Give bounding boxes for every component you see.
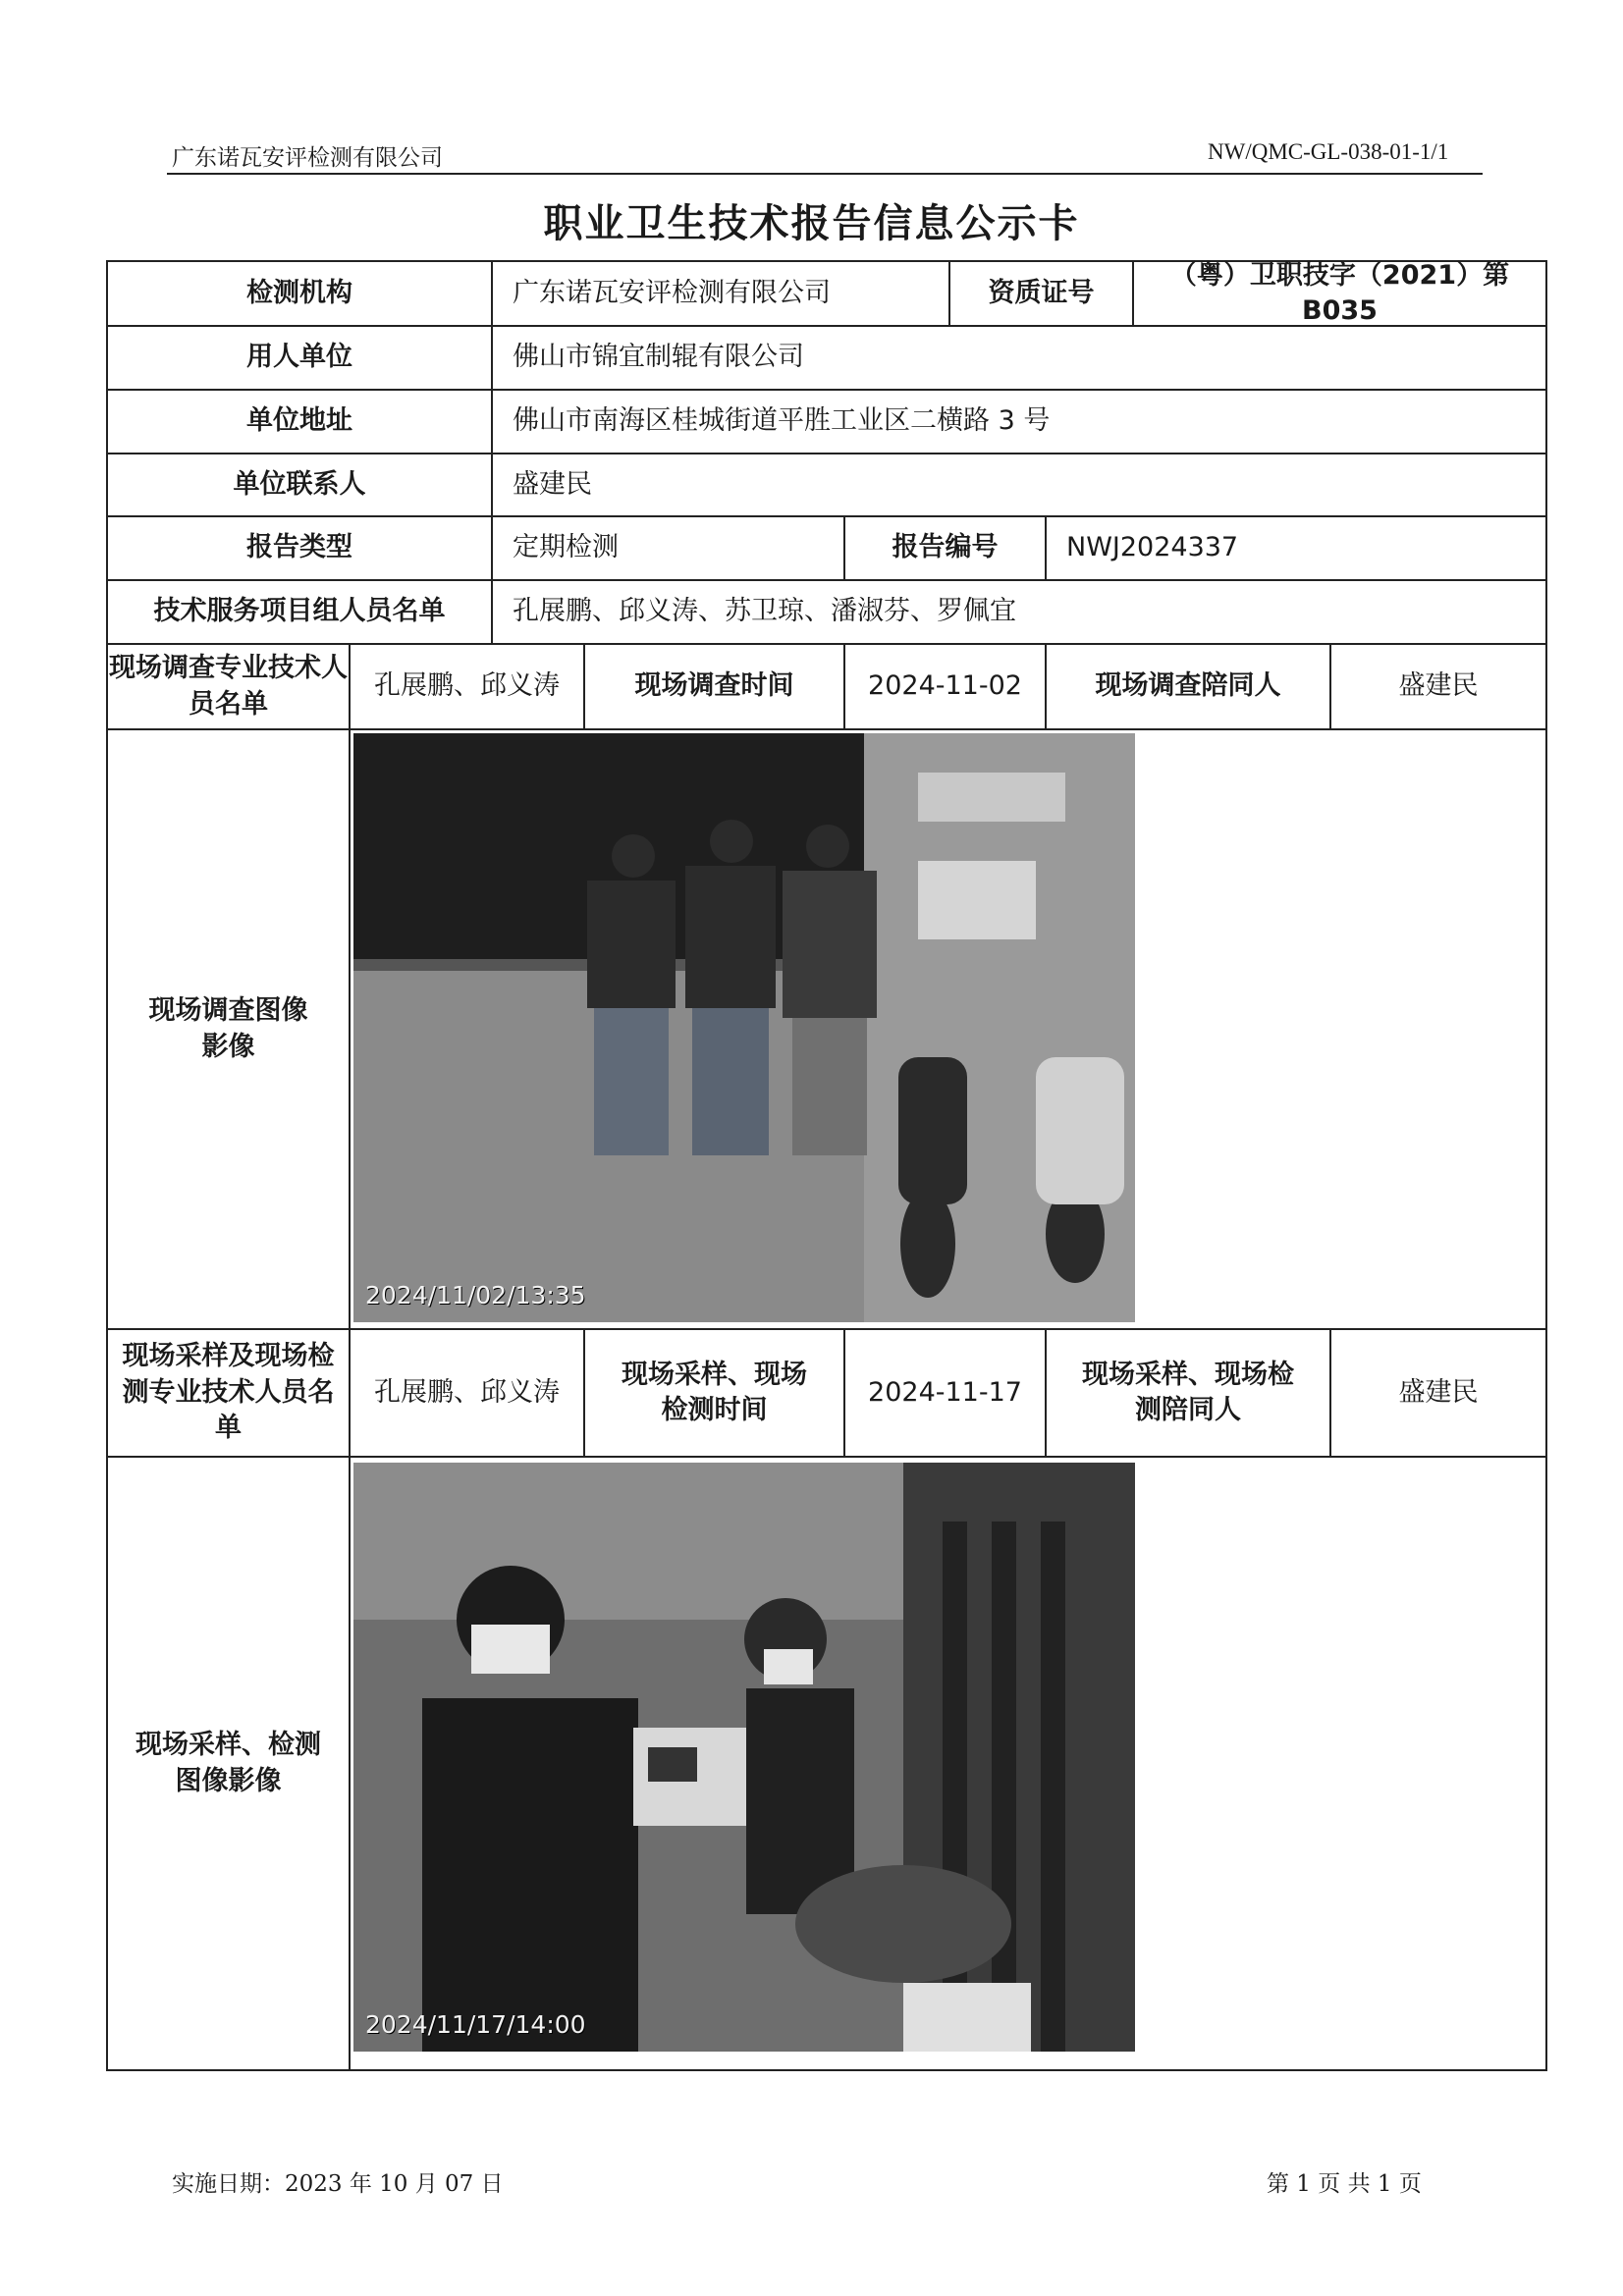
team-label: 技术服务项目组人员名单 xyxy=(108,581,493,645)
employer-value: 佛山市锦宜制辊有限公司 xyxy=(493,327,1545,391)
sampling-escort-label: 现场采样、现场检测陪同人 xyxy=(1047,1330,1331,1458)
survey-photo-cell xyxy=(351,730,1545,1330)
qualification-value: （粤）卫职技字（2021）第 B035 xyxy=(1134,262,1545,327)
address-value: 佛山市南海区桂城街道平胜工业区二横路 3 号 xyxy=(493,391,1545,454)
survey-time-label: 现场调查时间 xyxy=(585,645,845,730)
survey-escort-label: 现场调查陪同人 xyxy=(1047,645,1331,730)
employer-label: 用人单位 xyxy=(108,327,493,391)
report-no-value: NWJ2024337 xyxy=(1047,517,1545,581)
sampling-photo-cell xyxy=(351,1458,1545,2069)
institution-label: 检测机构 xyxy=(108,262,493,327)
address-label: 单位地址 xyxy=(108,391,493,454)
survey-escort-value: 盛建民 xyxy=(1331,645,1545,730)
institution-value: 广东诺瓦安评检测有限公司 xyxy=(493,262,950,327)
survey-photo-timestamp: 2024/11/02/13:35 xyxy=(365,1281,586,1310)
header-doc-code: NW/QMC-GL-038-01-1/1 xyxy=(1208,139,1449,164)
header-company: 广东诺瓦安评检测有限公司 xyxy=(172,145,443,171)
footer-page-info: 第 1 页 共 1 页 xyxy=(1267,2171,1422,2197)
footer-effective-date: 实施日期：2023 年 10 月 07 日 xyxy=(172,2171,504,2197)
sampling-site-photo xyxy=(353,1463,1135,2052)
contact-value: 盛建民 xyxy=(493,454,1545,517)
survey-time-value: 2024-11-02 xyxy=(845,645,1047,730)
team-value: 孔展鹏、邱义涛、苏卫琼、潘淑芬、罗佩宜 xyxy=(493,581,1545,645)
sampling-photo-label: 现场采样、检测图像影像 xyxy=(108,1458,351,2069)
info-card-table xyxy=(106,260,1547,2071)
survey-photo-label: 现场调查图像影像 xyxy=(108,730,351,1330)
report-no-label: 报告编号 xyxy=(845,517,1047,581)
header-rule xyxy=(167,173,1483,175)
qualification-label: 资质证号 xyxy=(950,262,1134,327)
survey-staff-value: 孔展鹏、邱义涛 xyxy=(351,645,585,730)
sampling-staff-label: 现场采样及现场检测专业技术人员名单 xyxy=(108,1330,351,1458)
survey-staff-label: 现场调查专业技术人员名单 xyxy=(108,645,351,730)
survey-site-photo xyxy=(353,733,1135,1322)
report-type-label: 报告类型 xyxy=(108,517,493,581)
sampling-time-label: 现场采样、现场检测时间 xyxy=(585,1330,845,1458)
page-title: 职业卫生技术报告信息公示卡 xyxy=(543,201,1080,246)
sampling-photo-timestamp: 2024/11/17/14:00 xyxy=(365,2010,586,2040)
sampling-time-value: 2024-11-17 xyxy=(845,1330,1047,1458)
report-type-value: 定期检测 xyxy=(493,517,845,581)
contact-label: 单位联系人 xyxy=(108,454,493,517)
sampling-staff-value: 孔展鹏、邱义涛 xyxy=(351,1330,585,1458)
sampling-escort-value: 盛建民 xyxy=(1331,1330,1545,1458)
